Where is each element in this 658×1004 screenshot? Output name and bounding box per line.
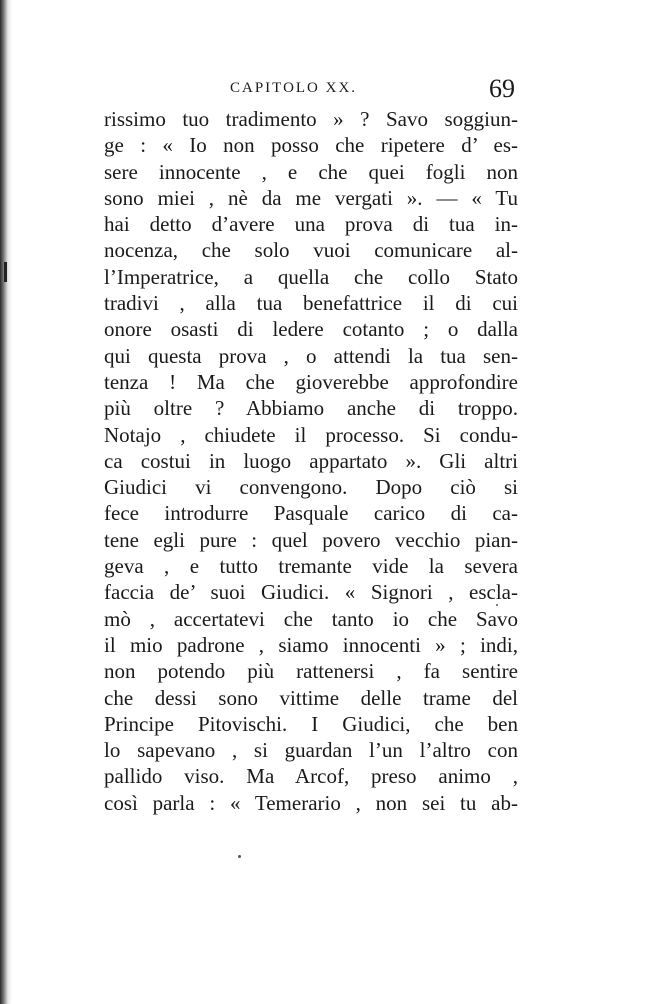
text-line: tene egli pure : quel povero vecchio pian-: [104, 527, 518, 552]
text-line: Principe Pitovischi. I Giudici, che ben: [104, 711, 518, 736]
running-head: [100, 74, 515, 106]
text-line: sono miei , nè da me vergati ». — « Tu: [104, 185, 518, 210]
text-line: qui questa prova , o attendi la tua sen-: [104, 343, 518, 368]
text-line: hai detto d’avere una prova di tua in-: [104, 212, 518, 237]
text-line: così parla : « Temerario , non sei tu ab-: [104, 790, 518, 815]
body-text: [104, 106, 518, 816]
text-line: non potendo più rattenersi , fa sentire: [104, 659, 518, 684]
text-line: più oltre ? Abbiamo anche di troppo.: [104, 396, 518, 421]
text-line: Giudici vi convengono. Dopo ciò si: [104, 475, 518, 500]
text-line: l’Imperatrice, a quella che collo Stato: [104, 264, 518, 289]
text-line: il mio padrone , siamo innocenti » ; indi,: [104, 632, 518, 657]
text-line: ge : « Io non posso che ripetere d’ es-: [104, 133, 518, 158]
chapter-title: CAPITOLO XX.: [230, 80, 358, 96]
text-line: nocenza, che solo vuoi comunicare al-: [104, 238, 518, 263]
text-line: Notajo , chiudete il processo. Si condu-: [104, 422, 518, 447]
text-line: geva , e tutto tremante vide la severa: [104, 554, 518, 579]
text-line: faccia de’ suoi Giudici. « Signori , escla-: [104, 580, 518, 605]
margin-mark: [4, 262, 7, 282]
text-line: fece introdurre Pasquale carico di ca-: [104, 501, 518, 526]
text-line: rissimo tuo tradimento » ? Savo soggiun-: [104, 107, 518, 131]
text-line: ca costui in luogo appartato ». Gli altri: [104, 448, 518, 473]
text-line: onore osasti di ledere cotanto ; o dalla: [104, 317, 518, 342]
paper-speck: [496, 604, 498, 606]
text-line: mò , accertatevi che tanto io che Savo: [104, 606, 518, 631]
text-line: tradivi , alla tua benefattrice il di cui: [104, 291, 518, 316]
text-line: pallido viso. Ma Arcof, preso animo ,: [104, 764, 518, 789]
paper-speck: [238, 855, 241, 858]
text-line: sere innocente , e che quei fogli non: [104, 159, 518, 184]
page-binding-edge: [0, 0, 12, 1004]
page-number: 69: [489, 74, 515, 103]
text-line: tenza ! Ma che gioverebbe approfondire: [104, 369, 518, 394]
text-line: lo sapevano , si guardan l’un l’altro con: [104, 738, 518, 763]
text-line: che dessi sono vittime delle trame del: [104, 685, 518, 710]
